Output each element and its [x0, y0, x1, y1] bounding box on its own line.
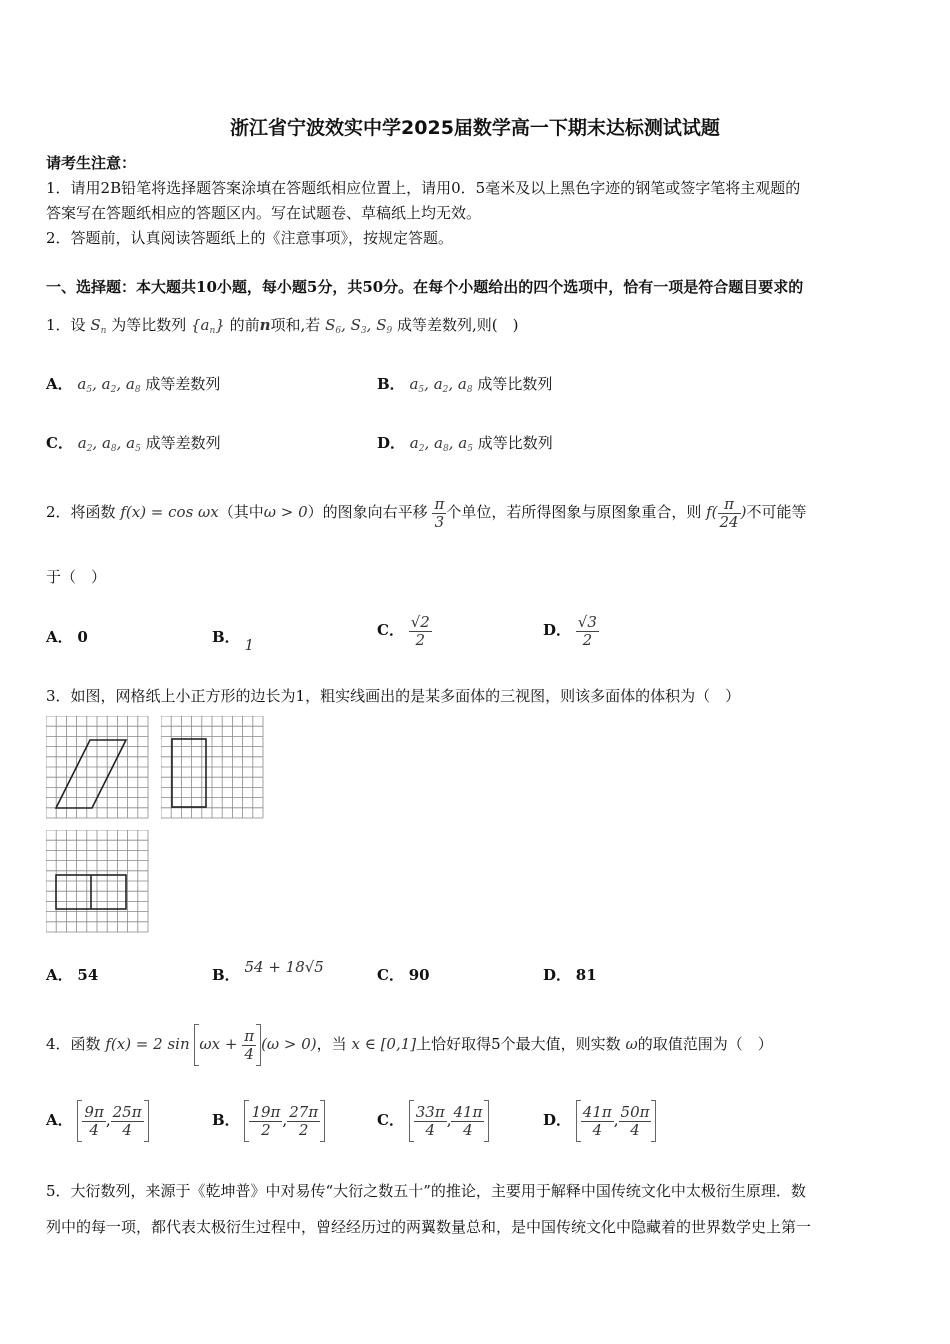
page-title: 浙江省宁波效实中学2025届数学高一下期末达标测试试题	[230, 117, 720, 139]
q4-option-a-bracket-right	[144, 1100, 149, 1142]
q2-option-a[interactable]	[46, 626, 88, 647]
q1-option-d-text: 成等比数列	[477, 434, 553, 452]
q2-option-b-value: 1	[244, 636, 255, 654]
question-2	[46, 490, 806, 534]
q1-option-d[interactable]	[377, 432, 553, 454]
q4-option-c-bracket-right	[484, 1100, 489, 1142]
notice-item-1b: 答案写在答题纸相应的答题区内。写在试题卷、草稿纸上均无效。	[46, 204, 482, 222]
q2-paren-a: （其中	[218, 503, 264, 521]
notice-header: 请考生注意：	[46, 154, 137, 172]
q4-option-d-frac-1: $\frac{41\pi}{4}$	[582, 1103, 612, 1139]
q3-option-a[interactable]	[46, 964, 98, 985]
three-view-top	[46, 830, 150, 934]
q1-option-c[interactable]	[46, 432, 221, 454]
three-view-front	[46, 716, 150, 820]
q4-text-1: ，当	[316, 1035, 347, 1053]
q1-text-2: 的前	[229, 316, 260, 334]
q2-option-c[interactable]	[377, 600, 432, 660]
q3-option-a-value: 54	[77, 966, 99, 984]
q4-option-b[interactable]: B． $\frac{19\pi}{2}$ , $\frac{27\pi}{2}$	[212, 1096, 325, 1144]
q4-option-d-label: D．	[543, 1111, 572, 1129]
q2-option-d-fraction: $\frac{√3}{2}$	[577, 613, 597, 649]
q1-an: $\{a_n\}$	[190, 316, 225, 336]
q2-option-b-label: B．	[212, 628, 240, 646]
q2-option-a-label: A．	[46, 628, 73, 646]
q4-option-a-label: A．	[46, 1111, 73, 1129]
q3-option-b-label: B．	[212, 966, 240, 984]
q1-option-a-text: 成等差数列	[145, 375, 221, 393]
q2-option-d-label: D．	[543, 621, 572, 639]
q4-text-2: 上恰好取得5个最大值，则实数	[416, 1035, 621, 1053]
q3-option-c[interactable]	[377, 964, 430, 985]
q4-text-3: 的取值范围为（ ）	[637, 1035, 773, 1053]
q1-option-a-label: A．	[46, 375, 73, 393]
q4-option-d[interactable]: D． $\frac{41\pi}{4}$ , $\frac{50\pi}{4}$	[543, 1096, 656, 1144]
q1-option-b[interactable]	[377, 373, 552, 395]
q4-option-b-label: B．	[212, 1111, 240, 1129]
q1-option-c-math: $a_2$, $a_8$, $a_5$	[77, 434, 141, 454]
question-5-line-1: 5．大衍数列，来源于《乾坤普》中对易传“大衍之数五十”的推论，主要用于解释中国传统文化中太极衍生原理．数	[46, 1182, 806, 1200]
q4-pi-fraction: $\frac{\pi}{4}$	[244, 1027, 255, 1063]
q4-option-c[interactable]: C． $\frac{33\pi}{4}$ , $\frac{41\pi}{4}$	[377, 1096, 489, 1144]
q2-text-2: 不可能等	[746, 503, 807, 521]
q1-option-a[interactable]	[46, 373, 220, 395]
q2-option-c-fraction: $\frac{√2}{2}$	[410, 613, 430, 649]
q2-text-3: 于（ ）	[46, 568, 107, 586]
q3-option-c-label: C．	[377, 966, 404, 984]
q1-text-4: 成等差数列,则( )	[396, 316, 519, 334]
q1-sn: $S_n$	[90, 316, 107, 336]
q4-domain: x ∈ [0,1]	[351, 1035, 417, 1053]
q2-num: 2．将函数	[46, 503, 116, 521]
q2-func: f(x) = cos ωx	[120, 503, 219, 521]
q1-option-c-label: C．	[46, 434, 73, 452]
q2-option-b[interactable]	[212, 626, 255, 654]
q3-option-b[interactable]	[212, 958, 324, 985]
q2-f-close: )	[740, 503, 747, 521]
q1-option-b-text: 成等比数列	[477, 375, 553, 393]
q3-option-c-value: 90	[408, 966, 430, 984]
q1-option-d-label: D．	[377, 434, 406, 452]
q4-option-b-frac-2: $\frac{27\pi}{2}$	[289, 1103, 319, 1139]
q4-func-b: ωx +	[199, 1035, 238, 1053]
q2-f-fraction: $\frac{\pi}{24}$	[719, 495, 739, 531]
q4-option-c-frac-1: $\frac{33\pi}{4}$	[415, 1103, 445, 1139]
q2-option-d[interactable]	[543, 600, 599, 660]
q4-option-b-frac-1: $\frac{19\pi}{2}$	[251, 1103, 281, 1139]
q4-option-d-frac-2: $\frac{50\pi}{4}$	[620, 1103, 650, 1139]
q4-cond: (ω > 0)	[261, 1035, 317, 1053]
q1-option-c-text: 成等差数列	[145, 434, 221, 452]
q2-text-1: 个单位，若所得图象与原图象重合，则	[446, 503, 702, 521]
q2-option-a-value: 0	[77, 628, 88, 646]
q4-option-c-label: C．	[377, 1111, 404, 1129]
q3-option-d[interactable]	[543, 964, 597, 985]
q2-option-c-label: C．	[377, 621, 404, 639]
question-3: 3．如图，网格纸上小正方形的边长为1，粗实线画出的是某多面体的三视图，则该多面体的体积为（ ）	[46, 687, 741, 705]
q1-num: 1．设	[46, 316, 86, 334]
q1-text-3: 项和,若	[270, 316, 321, 334]
q2-shift-fraction: $\frac{\pi}{3}$	[434, 495, 445, 531]
q1-n: n	[259, 316, 271, 334]
q1-option-a-math: $a_5$, $a_2$, $a_8$	[77, 375, 141, 395]
q4-func-a: f(x) = 2 sin	[105, 1035, 190, 1053]
q4-option-b-bracket-right	[320, 1100, 325, 1142]
q2-cond: ω > 0	[263, 503, 308, 521]
q3-option-d-label: D．	[543, 966, 572, 984]
q4-option-a[interactable]: A． $\frac{9\pi}{4}$ , $\frac{25\pi}{4}$	[46, 1096, 149, 1144]
three-view-side	[161, 716, 265, 820]
q1-option-d-math: $a_2$, $a_8$, $a_5$	[409, 434, 473, 454]
q4-omega: ω	[625, 1035, 638, 1053]
q3-option-a-label: A．	[46, 966, 73, 984]
q1-text-1: 为等比数列	[111, 316, 187, 334]
q4-option-a-frac-1: $\frac{9\pi}{4}$	[84, 1103, 104, 1139]
q1-option-b-label: B．	[377, 375, 405, 393]
q2-paren-b: ）的图象向右平移	[307, 503, 428, 521]
q4-option-c-frac-2: $\frac{41\pi}{4}$	[453, 1103, 483, 1139]
notice-item-1a: 1．请用2B铅笔将选择题答案涂填在答题纸相应位置上，请用0．5毫米及以上黑色字迹的钢笔或签字笔将主观题的	[46, 179, 801, 197]
notice-item-2: 2．答题前，认真阅读答题纸上的《注意事项》，按规定答题。	[46, 229, 454, 247]
q2-f-label: f(	[706, 503, 718, 521]
question-1	[46, 314, 518, 336]
question-4	[46, 1014, 773, 1074]
question-5-line-2: 列中的每一项，都代表太极衍生过程中，曾经经历过的两翼数量总和，是中国传统文化中隐藏着的世界数学史上第一	[46, 1218, 812, 1236]
q4-option-d-bracket-right	[651, 1100, 656, 1142]
section-heading: 一、选择题：本大题共10小题，每小题5分，共50分。在每个小题给出的四个选项中，恰有一项是符合题目要求的	[46, 278, 804, 296]
q3-option-b-value: 54 + 18√5	[244, 958, 324, 976]
q3-option-d-value: 81	[575, 966, 597, 984]
q1-s-terms: $S_6$, $S_3$, $S_9$	[325, 316, 393, 336]
q4-num: 4．函数	[46, 1035, 101, 1053]
q4-option-a-frac-2: $\frac{25\pi}{4}$	[112, 1103, 142, 1139]
q1-option-b-math: $a_5$, $a_2$, $a_8$	[409, 375, 473, 395]
